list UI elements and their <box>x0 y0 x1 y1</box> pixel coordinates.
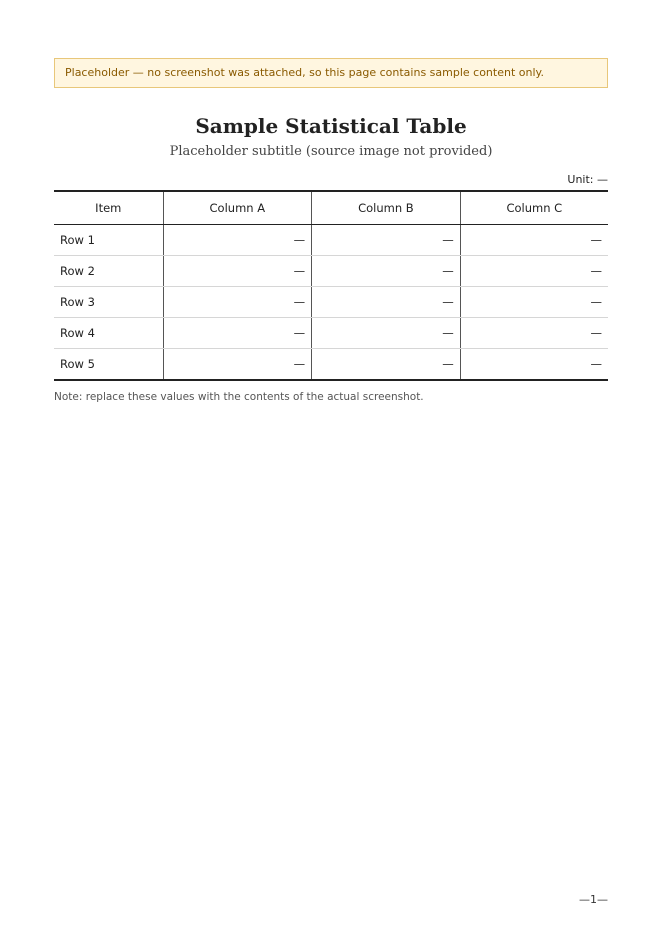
placeholder-notice: Placeholder — no screenshot was attached, so this page contains sample content only. <box>54 58 608 88</box>
table-cell: — <box>163 348 312 380</box>
table-row <box>54 224 608 255</box>
table-cell: — <box>460 348 608 380</box>
table-cell: — <box>163 224 312 255</box>
table-note: Note: replace these values with the contents of the actual screenshot. <box>54 390 424 403</box>
table-cell: — <box>460 286 608 317</box>
table-cell: Row 1 <box>54 224 163 255</box>
unit-label: Unit: — <box>567 172 608 186</box>
table-row <box>54 348 608 380</box>
table-header-row <box>54 191 608 225</box>
column-header: Column B <box>312 191 461 225</box>
table-cell: Row 5 <box>54 348 163 380</box>
data-table <box>54 190 608 381</box>
table-cell: — <box>163 286 312 317</box>
page-title: Sample Statistical Table <box>195 113 467 138</box>
column-header: Item <box>54 191 163 225</box>
table-cell: — <box>163 255 312 286</box>
page-subtitle: Placeholder subtitle (source image not provided) <box>169 143 493 159</box>
column-header: Column A <box>163 191 312 225</box>
table-row <box>54 317 608 348</box>
table-cell: — <box>460 255 608 286</box>
table-cell: — <box>312 317 461 348</box>
column-header: Column C <box>460 191 608 225</box>
table-cell: — <box>460 224 608 255</box>
table-cell: — <box>312 286 461 317</box>
table-cell: — <box>460 317 608 348</box>
table-cell: Row 4 <box>54 317 163 348</box>
table-cell: — <box>312 224 461 255</box>
table-cell: — <box>312 348 461 380</box>
table-row <box>54 255 608 286</box>
table-row <box>54 286 608 317</box>
table-cell: — <box>163 317 312 348</box>
page-number: —1— <box>579 893 608 906</box>
table-cell: Row 2 <box>54 255 163 286</box>
table-cell: Row 3 <box>54 286 163 317</box>
table-cell: — <box>312 255 461 286</box>
